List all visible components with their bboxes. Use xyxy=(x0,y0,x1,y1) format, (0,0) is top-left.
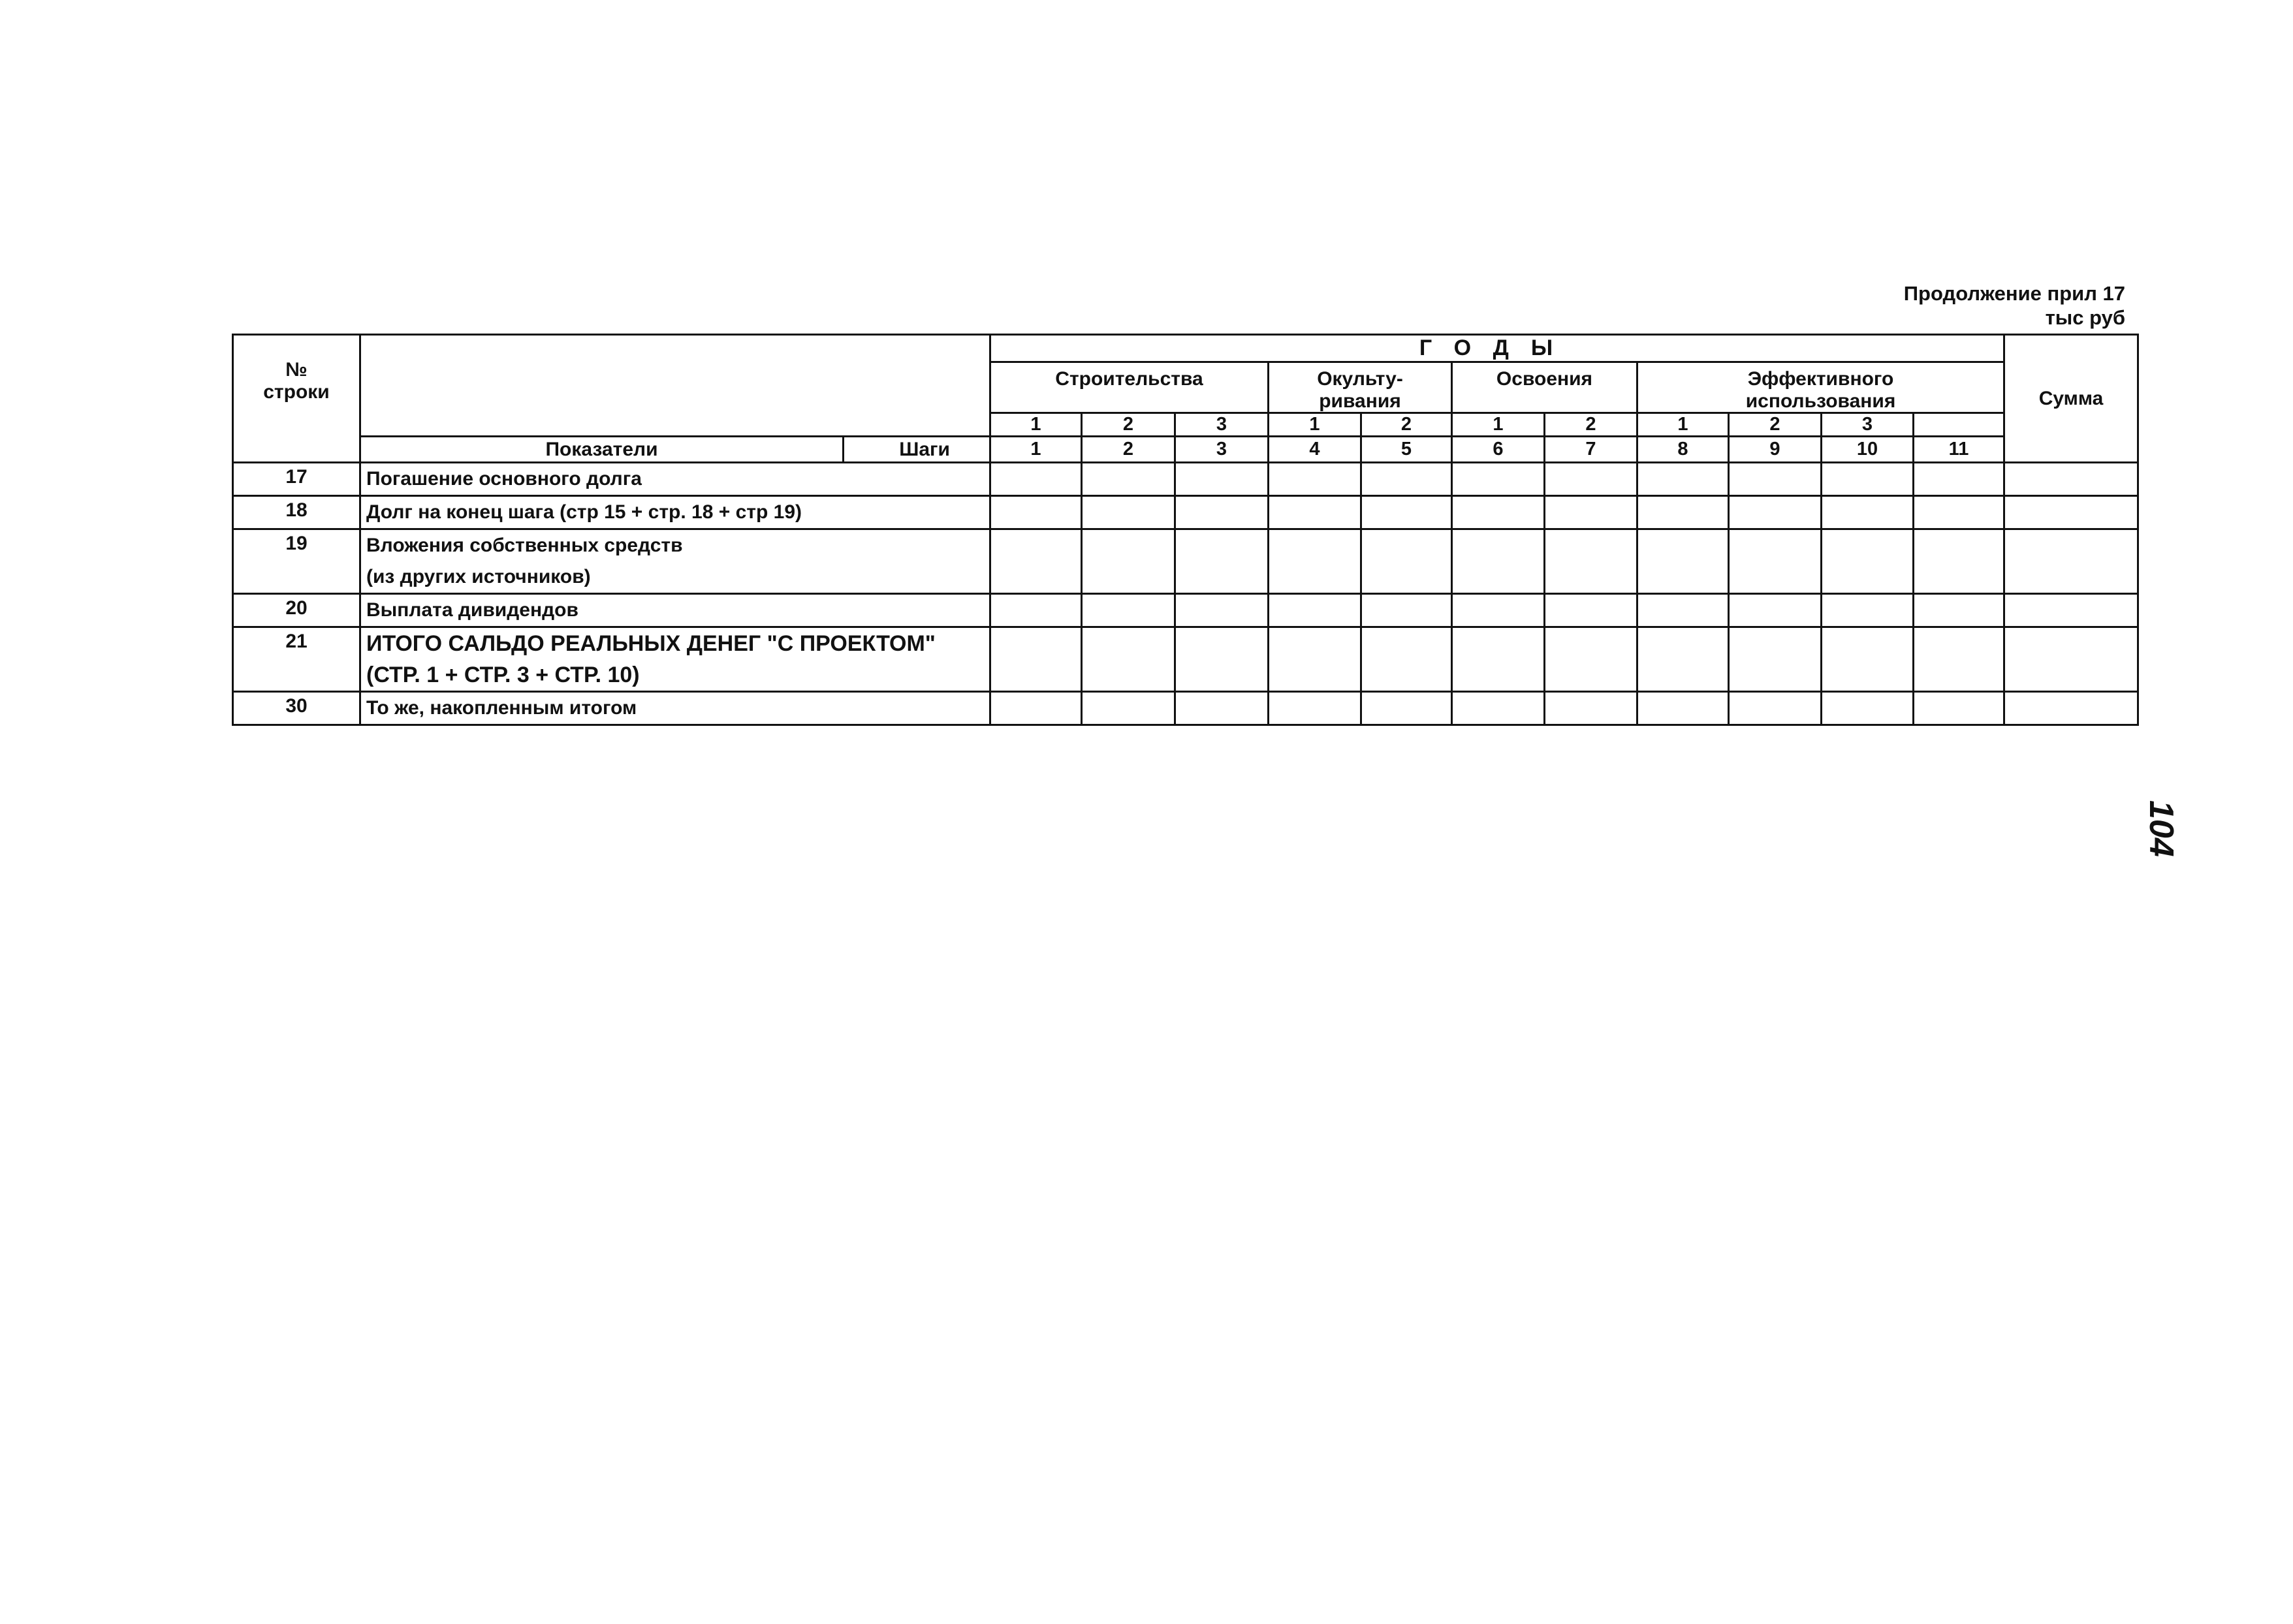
value-cell xyxy=(1914,463,2004,496)
value-cell xyxy=(1269,594,1361,627)
value-cell xyxy=(1452,692,1545,725)
period-year-cell: 2 xyxy=(1729,413,1822,437)
period-year-cell: 1 xyxy=(1269,413,1361,437)
period-year-cell: 3 xyxy=(1175,413,1269,437)
value-cell xyxy=(1361,463,1452,496)
step-number-cell: 3 xyxy=(1175,437,1269,463)
value-cell xyxy=(1637,463,1729,496)
row-number: 21 xyxy=(233,627,360,692)
total-cell xyxy=(2004,594,2138,627)
total-cell xyxy=(2004,627,2138,692)
value-cell xyxy=(1269,529,1361,594)
value-cell xyxy=(1822,594,1914,627)
value-cell xyxy=(1175,529,1269,594)
row-number: 20 xyxy=(233,594,360,627)
value-cell xyxy=(990,496,1082,529)
indicators-header: Показатели xyxy=(360,437,844,463)
table-row xyxy=(233,594,2138,627)
step-number-cell: 5 xyxy=(1361,437,1452,463)
value-cell xyxy=(1361,594,1452,627)
period-year-cell: 1 xyxy=(1452,413,1545,437)
value-cell xyxy=(1729,627,1822,692)
value-cell xyxy=(1822,627,1914,692)
step-number-cell: 7 xyxy=(1545,437,1637,463)
table-row xyxy=(233,627,2138,692)
value-cell xyxy=(1082,496,1175,529)
value-cell xyxy=(1361,627,1452,692)
value-cell xyxy=(1822,529,1914,594)
row-label xyxy=(360,529,990,594)
continuation-note: Продолжение прил 17 xyxy=(1903,282,2125,305)
value-cell xyxy=(1082,627,1175,692)
value-cell xyxy=(1914,627,2004,692)
value-cell xyxy=(1914,529,2004,594)
value-cell xyxy=(1361,692,1452,725)
value-cell xyxy=(1452,496,1545,529)
step-number-cell: 4 xyxy=(1269,437,1361,463)
period-year-cell: 1 xyxy=(990,413,1082,437)
row-number: 19 xyxy=(233,529,360,594)
period-year-cell: 3 xyxy=(1822,413,1914,437)
years-title: ГОДЫ xyxy=(1419,336,1575,361)
value-cell xyxy=(1452,594,1545,627)
row-label-line: То же, накопленным итогом xyxy=(366,697,637,719)
page-number: 104 xyxy=(2142,800,2180,857)
period-header: Эффективного использования xyxy=(1637,362,2004,413)
value-cell xyxy=(990,692,1082,725)
row-label-line: Погашение основного долга xyxy=(366,468,642,490)
value-cell xyxy=(1822,692,1914,725)
value-cell xyxy=(1637,627,1729,692)
period-year-cell: 1 xyxy=(1637,413,1729,437)
row-label-line: ИТОГО САЛЬДО РЕАЛЬНЫХ ДЕНЕГ "С ПРОЕКТОМ" xyxy=(366,631,936,657)
value-cell xyxy=(1545,594,1637,627)
value-cell xyxy=(1545,529,1637,594)
rownum-header: № строки xyxy=(233,335,360,463)
row-label-line: (из других источников) xyxy=(366,566,591,588)
row-label-line: Долг на конец шага (стр 15 + стр. 18 + стр 19) xyxy=(366,501,802,523)
period-header: Окульту- ривания xyxy=(1269,362,1452,413)
row-label-line: Вложения собственных средств xyxy=(366,535,683,557)
total-cell xyxy=(2004,692,2138,725)
value-cell xyxy=(990,463,1082,496)
value-cell xyxy=(1729,529,1822,594)
table-row xyxy=(233,463,2138,496)
value-cell xyxy=(1545,496,1637,529)
cash-flow-table xyxy=(232,334,2139,726)
value-cell xyxy=(1175,463,1269,496)
units-note: тыс руб xyxy=(2045,306,2125,329)
step-number-cell: 6 xyxy=(1452,437,1545,463)
value-cell xyxy=(1914,496,2004,529)
value-cell xyxy=(1452,463,1545,496)
period-header: Освоения xyxy=(1452,362,1637,413)
value-cell xyxy=(1729,692,1822,725)
value-cell xyxy=(1361,496,1452,529)
value-cell xyxy=(1175,496,1269,529)
value-cell xyxy=(1729,463,1822,496)
period-year-cell: 2 xyxy=(1545,413,1637,437)
row-label xyxy=(360,594,990,627)
value-cell xyxy=(1175,627,1269,692)
value-cell xyxy=(1361,529,1452,594)
total-cell xyxy=(2004,496,2138,529)
step-number-cell: 8 xyxy=(1637,437,1729,463)
value-cell xyxy=(1082,692,1175,725)
value-cell xyxy=(1822,496,1914,529)
row-label xyxy=(360,496,990,529)
value-cell xyxy=(1637,529,1729,594)
row-number: 30 xyxy=(233,692,360,725)
value-cell xyxy=(990,529,1082,594)
row-label xyxy=(360,692,990,725)
value-cell xyxy=(1729,496,1822,529)
period-year-cell xyxy=(1914,413,2004,437)
value-cell xyxy=(1822,463,1914,496)
steps-header: Шаги xyxy=(844,437,990,463)
step-number-cell: 10 xyxy=(1822,437,1914,463)
row-label-line: (СТР. 1 + СТР. 3 + СТР. 10) xyxy=(366,663,640,688)
value-cell xyxy=(1637,496,1729,529)
value-cell xyxy=(1269,496,1361,529)
value-cell xyxy=(1082,463,1175,496)
total-cell xyxy=(2004,529,2138,594)
step-number-cell: 11 xyxy=(1914,437,2004,463)
value-cell xyxy=(1452,627,1545,692)
value-cell xyxy=(1082,594,1175,627)
row-number: 17 xyxy=(233,463,360,496)
value-cell xyxy=(1914,594,2004,627)
step-number-cell: 9 xyxy=(1729,437,1822,463)
indicators-header-blank xyxy=(360,335,990,437)
value-cell xyxy=(1637,692,1729,725)
value-cell xyxy=(1452,529,1545,594)
value-cell xyxy=(1637,594,1729,627)
row-label xyxy=(360,627,990,692)
value-cell xyxy=(1269,627,1361,692)
value-cell xyxy=(1269,692,1361,725)
value-cell xyxy=(1175,594,1269,627)
total-header: Сумма xyxy=(2004,335,2138,463)
value-cell xyxy=(990,594,1082,627)
period-header: Строительства xyxy=(990,362,1269,413)
value-cell xyxy=(1545,692,1637,725)
row-label xyxy=(360,463,990,496)
row-label-line: Выплата дивидендов xyxy=(366,599,578,621)
total-cell xyxy=(2004,463,2138,496)
value-cell xyxy=(1729,594,1822,627)
value-cell xyxy=(990,627,1082,692)
period-year-cell: 2 xyxy=(1361,413,1452,437)
years-header xyxy=(990,335,2004,362)
value-cell xyxy=(1545,627,1637,692)
row-number: 18 xyxy=(233,496,360,529)
table-row xyxy=(233,529,2138,594)
value-cell xyxy=(1269,463,1361,496)
table-row xyxy=(233,692,2138,725)
value-cell xyxy=(1914,692,2004,725)
value-cell xyxy=(1545,463,1637,496)
step-number-cell: 2 xyxy=(1082,437,1175,463)
period-year-cell: 2 xyxy=(1082,413,1175,437)
table-row xyxy=(233,496,2138,529)
value-cell xyxy=(1082,529,1175,594)
value-cell xyxy=(1175,692,1269,725)
step-number-cell: 1 xyxy=(990,437,1082,463)
